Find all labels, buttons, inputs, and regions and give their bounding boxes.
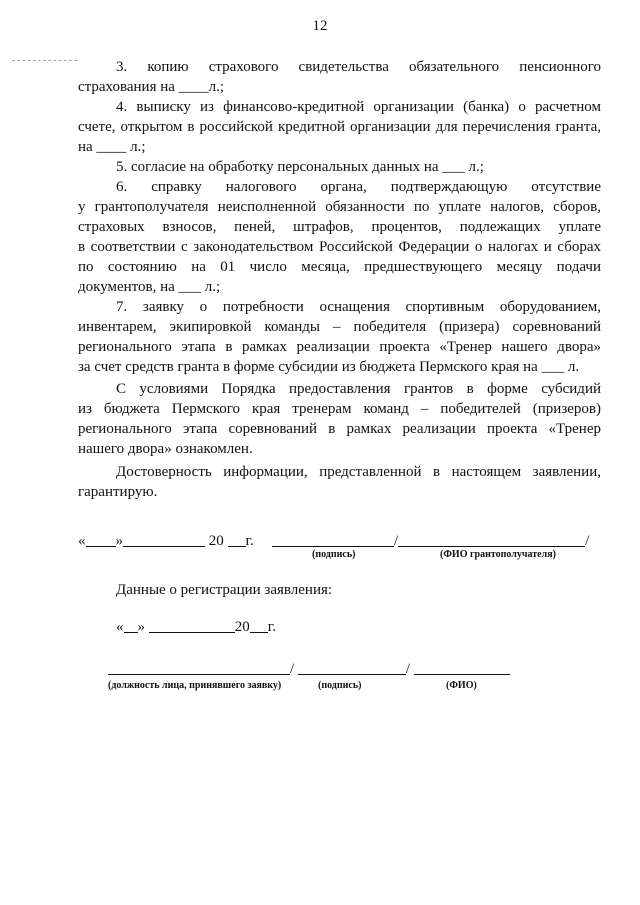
scan-artifact-mark bbox=[12, 60, 77, 61]
caption-reg-signature: (подпись) bbox=[318, 680, 362, 691]
conditions-line: нашего двора» ознакомлен. bbox=[78, 441, 253, 457]
applicant-signature-row bbox=[78, 532, 254, 550]
date-month-blank[interactable] bbox=[123, 532, 205, 547]
item-4-line: счете, открытом в российской кредитной организации для перечисления гранта, bbox=[78, 119, 601, 135]
date-open-quote: « bbox=[78, 533, 86, 549]
applicant-name-blank[interactable] bbox=[398, 532, 585, 547]
caption-reg-name: (ФИО) bbox=[446, 680, 477, 691]
date-year-prefix: 20 bbox=[208, 533, 224, 549]
reg-date-day-blank[interactable] bbox=[124, 618, 138, 633]
date-close-quote: » bbox=[115, 533, 123, 549]
registration-date-row bbox=[116, 618, 276, 636]
date-year-suffix: г. bbox=[245, 533, 254, 549]
item-6-line: 6. справку налогового органа, подтверждающую отсутствие bbox=[116, 179, 601, 195]
date-day-blank[interactable] bbox=[86, 532, 116, 547]
reg-slash-2: / bbox=[405, 661, 411, 677]
item-4-line: на ____ л.; bbox=[78, 139, 146, 155]
caption-applicant-name: (ФИО грантополучателя) bbox=[440, 549, 556, 560]
reg-signature-blank[interactable] bbox=[298, 660, 406, 675]
reg-date-year-suffix: г. bbox=[267, 619, 276, 635]
item-6-line: в соответствии с законодательством Российской Федерации о налогах и сборах bbox=[78, 239, 601, 255]
item-3-line: 3. копию страхового свидетельства обязательного пенсионного bbox=[116, 59, 601, 75]
item-3-line: страхования на ____л.; bbox=[78, 79, 225, 95]
item-7-line: инвентарем, экипировкой команды – победителя (призера) соревнований bbox=[78, 319, 601, 335]
signature-slash: / bbox=[394, 533, 399, 549]
item-6-line: документов, на ___ л.; bbox=[78, 279, 221, 295]
reg-date-year-blank[interactable] bbox=[250, 618, 268, 633]
applicant-signature-line bbox=[272, 532, 589, 550]
reg-date-month-blank[interactable] bbox=[149, 618, 235, 633]
applicant-signature-blank[interactable] bbox=[272, 532, 394, 547]
conditions-line: С условиями Порядка предоставления грантов в форме субсидий bbox=[116, 381, 601, 397]
item-4-line: 4. выписку из финансово-кредитной организации (банка) о расчетном bbox=[116, 99, 601, 115]
item-6-line: по состоянию на 01 число месяца, предшествующего месяцу подачи bbox=[78, 259, 601, 275]
caption-position: (должность лица, принявшего заявку) bbox=[108, 680, 282, 691]
reg-date-close-quote: » bbox=[137, 619, 145, 635]
item-7-line: 7. заявку о потребности оснащения спортивным оборудованием, bbox=[116, 299, 601, 315]
item-6-line: страховых взносов, пеней, штрафов, процентов, подлежащих уплате bbox=[78, 219, 601, 235]
item-7-line: за счет средств гранта в форме субсидии из бюджета Пермского края на ___ л. bbox=[78, 359, 580, 375]
reg-name-blank[interactable] bbox=[414, 660, 510, 675]
item-5-line: 5. согласие на обработку персональных данных на ___ л.; bbox=[116, 159, 484, 175]
signature-slash-end: / bbox=[585, 533, 590, 549]
page-number: 12 bbox=[312, 18, 328, 34]
reg-date-open-quote: « bbox=[116, 619, 124, 635]
reg-position-blank[interactable] bbox=[108, 660, 290, 675]
registration-heading: Данные о регистрации заявления: bbox=[116, 582, 333, 598]
caption-signature: (подпись) bbox=[312, 549, 356, 560]
reg-date-year-prefix: 20 bbox=[234, 619, 250, 635]
date-year-blank[interactable] bbox=[228, 532, 246, 547]
reliability-line: Достоверность информации, представленной в настоящем заявлении, bbox=[116, 464, 601, 480]
reg-slash-1: / bbox=[290, 661, 295, 677]
reliability-line: гарантирую. bbox=[78, 484, 158, 500]
conditions-line: регионального этапа соревнований в рамках реализации проекта «Тренер bbox=[78, 421, 601, 437]
conditions-line: из бюджета Пермского края тренерам команд – победителей (призеров) bbox=[78, 401, 601, 417]
item-7-line: регионального этапа в рамках реализации проекта «Тренер нашего двора» bbox=[78, 339, 601, 355]
item-6-line: у грантополучателя неисполненной обязанности по уплате налогов, сборов, bbox=[78, 199, 601, 215]
registration-signature-row bbox=[108, 660, 510, 678]
